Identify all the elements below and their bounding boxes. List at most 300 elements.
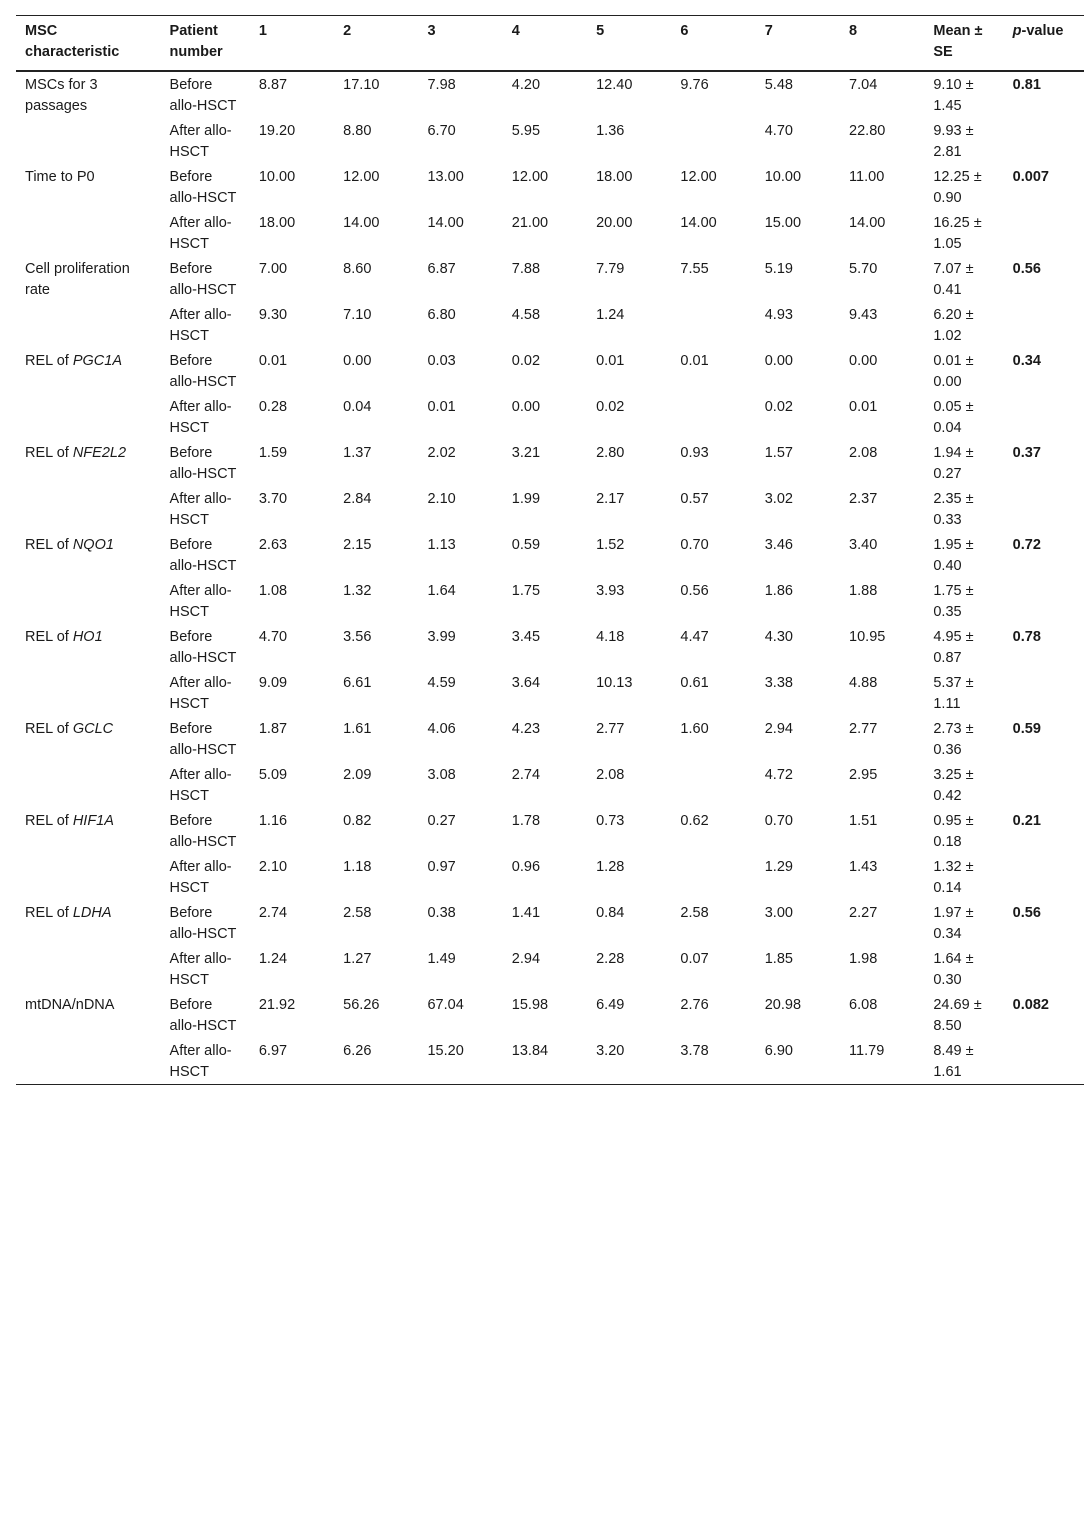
table-row-before: [16, 808, 1084, 854]
patient-value: 2.10: [258, 859, 288, 875]
patient-value: [671, 762, 755, 808]
patient-value: 12.00: [680, 169, 717, 185]
plus-minus-symbol: ±: [973, 997, 982, 1013]
patient-value: 0.73: [596, 813, 625, 829]
table-row-before: [16, 164, 1084, 210]
plus-minus-symbol: ±: [973, 169, 982, 185]
table-header: [16, 16, 1084, 72]
patient-value: 18.00: [258, 215, 296, 231]
patient-value: 12.00: [343, 169, 380, 185]
patient-value: 3.56: [343, 629, 372, 645]
gene-name: LDHA: [72, 905, 112, 921]
table-row-before: [16, 716, 1084, 762]
patient-value: 1.51: [849, 813, 878, 829]
gene-name: GCLC: [72, 721, 114, 737]
patient-value: 1.85: [764, 951, 793, 967]
table-row-after: [16, 670, 1084, 716]
plus-minus-symbol: ±: [973, 215, 982, 231]
patient-value: 2.84: [343, 491, 372, 507]
mean-se-cell: [924, 762, 1003, 808]
patient-value: 8.60: [343, 261, 372, 277]
mean-value: 3.25: [933, 767, 962, 783]
patient-value: 0.59: [511, 537, 541, 553]
patient-value: 2.27: [849, 905, 878, 921]
patient-value: 4.20: [511, 77, 541, 93]
patient-value: 1.98: [849, 951, 878, 967]
patient-value: 1.08: [258, 583, 288, 599]
header-col-7: 7: [764, 23, 773, 39]
patient-value: 5.95: [511, 123, 541, 139]
patient-value: 2.28: [596, 951, 625, 967]
mean-value: 5.37: [933, 675, 962, 691]
mean-se-cell: [924, 900, 1003, 946]
plus-minus-symbol: ±: [965, 905, 974, 921]
mean-se-cell: [924, 808, 1003, 854]
patient-value: 9.30: [258, 307, 288, 323]
characteristic-label: REL of: [25, 445, 69, 461]
patient-value: 0.38: [427, 905, 456, 921]
plus-minus-symbol: ±: [965, 859, 974, 875]
characteristic-label: MSCs for 3 passages: [25, 77, 98, 114]
timepoint-label: After allo-HSCT: [169, 583, 232, 620]
patient-value: 0.70: [680, 537, 709, 553]
patient-value: 12.00: [511, 169, 549, 185]
patient-value: [671, 854, 755, 900]
patient-value: 1.41: [511, 905, 541, 921]
plus-minus-symbol: ±: [965, 767, 974, 783]
mean-se-cell: [924, 71, 1003, 118]
p-value-cell: 0.21: [1012, 813, 1041, 829]
se-value: 0.87: [933, 650, 962, 666]
patient-value: 20.00: [596, 215, 633, 231]
table-row-after: [16, 762, 1084, 808]
patient-value: 1.28: [596, 859, 625, 875]
table-row-after: [16, 210, 1084, 256]
table-row-after: [16, 394, 1084, 440]
gene-name: NQO1: [72, 537, 114, 553]
patient-value: 7.55: [680, 261, 709, 277]
plus-minus-symbol: ±: [965, 491, 974, 507]
patient-value: 3.46: [764, 537, 793, 553]
patient-value: 1.57: [764, 445, 793, 461]
timepoint-label: After allo-HSCT: [169, 767, 232, 804]
patient-value: 2.74: [511, 767, 541, 783]
mean-value: 0.01: [933, 353, 962, 369]
patient-value: 0.62: [680, 813, 709, 829]
patient-value: 56.26: [343, 997, 380, 1013]
characteristic-label: REL of: [25, 353, 69, 369]
patient-value: 6.87: [427, 261, 456, 277]
timepoint-label: After allo-HSCT: [169, 859, 232, 896]
patient-value: 7.79: [596, 261, 625, 277]
gene-name: PGC1A: [72, 353, 122, 369]
patient-value: 4.59: [427, 675, 456, 691]
timepoint-label: Before allo-HSCT: [169, 169, 237, 206]
table-row-before: [16, 624, 1084, 670]
p-value-cell: 0.59: [1012, 721, 1041, 737]
patient-value: 1.13: [427, 537, 456, 553]
se-value: 0.36: [933, 742, 962, 758]
plus-minus-symbol: ±: [965, 629, 974, 645]
patient-value: 1.43: [849, 859, 878, 875]
timepoint-label: After allo-HSCT: [169, 951, 232, 988]
characteristic-cell: [16, 808, 161, 900]
patient-value: 0.82: [343, 813, 372, 829]
patient-value: 2.77: [849, 721, 878, 737]
timepoint-label: Before allo-HSCT: [169, 353, 237, 390]
mean-se-cell: [924, 716, 1003, 762]
table-row-after: [16, 946, 1084, 992]
patient-value: 13.00: [427, 169, 464, 185]
patient-value: 1.59: [258, 445, 288, 461]
mean-se-cell: [924, 210, 1003, 256]
patient-value: 0.28: [258, 399, 288, 415]
patient-value: 2.09: [343, 767, 372, 783]
patient-value: 2.77: [596, 721, 625, 737]
header-col-4: 4: [511, 23, 520, 39]
patient-value: 13.84: [511, 1043, 549, 1059]
p-value-cell: 0.34: [1012, 353, 1041, 369]
patient-value: 0.01: [596, 353, 625, 369]
timepoint-label: After allo-HSCT: [169, 307, 232, 344]
plus-minus-symbol: ±: [965, 261, 974, 277]
characteristic-label: REL of: [25, 905, 69, 921]
patient-value: 15.98: [511, 997, 549, 1013]
table-row-before: [16, 532, 1084, 578]
plus-minus-symbol: ±: [965, 813, 974, 829]
characteristic-cell: [16, 440, 161, 532]
patient-value: 6.90: [764, 1043, 793, 1059]
patient-value: 0.00: [511, 399, 541, 415]
characteristic-cell: [16, 164, 161, 256]
mean-value: 1.97: [933, 905, 962, 921]
patient-value: 5.09: [258, 767, 288, 783]
mean-se-cell: [924, 946, 1003, 992]
patient-value: 0.84: [596, 905, 625, 921]
p-value-cell: 0.082: [1012, 997, 1049, 1013]
patient-value: 18.00: [596, 169, 633, 185]
patient-value: 22.80: [849, 123, 886, 139]
se-value: 1.05: [933, 236, 962, 252]
plus-minus-symbol: ±: [965, 445, 974, 461]
mean-se-cell: [924, 670, 1003, 716]
se-value: 0.14: [933, 880, 962, 896]
characteristic-label: Cell proliferation rate: [25, 261, 130, 298]
patient-value: 14.00: [680, 215, 717, 231]
patient-value: 1.18: [343, 859, 372, 875]
patient-value: 3.93: [596, 583, 625, 599]
characteristic-label: REL of: [25, 813, 69, 829]
mean-value: 1.75: [933, 583, 962, 599]
patient-value: 7.00: [258, 261, 288, 277]
patient-value: 14.00: [427, 215, 464, 231]
characteristic-label: REL of: [25, 721, 69, 737]
patient-value: 4.58: [511, 307, 541, 323]
patient-value: 5.70: [849, 261, 878, 277]
patient-value: 1.61: [343, 721, 372, 737]
patient-value: 2.15: [343, 537, 372, 553]
plus-minus-symbol: ±: [965, 583, 974, 599]
patient-value: 4.47: [680, 629, 709, 645]
plus-minus-symbol: ±: [965, 77, 974, 93]
se-value: 0.42: [933, 788, 962, 804]
patient-value: 0.61: [680, 675, 709, 691]
se-value: 0.30: [933, 972, 962, 988]
patient-value: 1.78: [511, 813, 541, 829]
patient-value: 0.00: [849, 353, 878, 369]
se-value: 2.81: [933, 144, 962, 160]
patient-value: 4.72: [764, 767, 793, 783]
patient-value: 11.79: [849, 1043, 885, 1059]
mean-se-cell: [924, 854, 1003, 900]
header-col-8: 8: [849, 23, 858, 39]
mean-se-cell: [924, 440, 1003, 486]
patient-value: 0.02: [764, 399, 793, 415]
patient-value: 3.38: [764, 675, 793, 691]
header-col-1: 1: [258, 23, 267, 39]
patient-value: 6.97: [258, 1043, 288, 1059]
se-value: 1.02: [933, 328, 962, 344]
mean-se-cell: [924, 164, 1003, 210]
characteristic-cell: [16, 624, 161, 716]
patient-value: 1.24: [258, 951, 288, 967]
patient-value: 3.40: [849, 537, 878, 553]
patient-value: 21.92: [258, 997, 296, 1013]
patient-value: 8.80: [343, 123, 372, 139]
patient-value: 5.19: [764, 261, 793, 277]
patient-value: 1.32: [343, 583, 372, 599]
patient-value: 14.00: [849, 215, 886, 231]
patient-value: 0.00: [343, 353, 372, 369]
table-row-before: [16, 256, 1084, 302]
patient-value: 2.10: [427, 491, 456, 507]
patient-value: 9.09: [258, 675, 288, 691]
se-value: 0.18: [933, 834, 962, 850]
mean-value: 12.25: [933, 169, 970, 185]
se-value: 0.40: [933, 558, 962, 574]
plus-minus-symbol: ±: [965, 1043, 974, 1059]
patient-value: 2.80: [596, 445, 625, 461]
timepoint-label: Before allo-HSCT: [169, 813, 237, 850]
timepoint-label: Before allo-HSCT: [169, 77, 237, 114]
header-col-3: 3: [427, 23, 436, 39]
patient-value: 3.08: [427, 767, 456, 783]
table-row-after: [16, 118, 1084, 164]
patient-value: 0.01: [849, 399, 878, 415]
mean-se-cell: [924, 992, 1003, 1038]
table-row-before: [16, 440, 1084, 486]
mean-se-cell: [924, 394, 1003, 440]
gene-name: NFE2L2: [72, 445, 127, 461]
patient-value: 0.00: [764, 353, 793, 369]
p-value-cell: 0.56: [1012, 905, 1041, 921]
patient-value: 3.20: [596, 1043, 625, 1059]
patient-value: 2.08: [596, 767, 625, 783]
patient-value: 6.08: [849, 997, 878, 1013]
mean-se-cell: [924, 578, 1003, 624]
patient-value: 3.21: [511, 445, 541, 461]
characteristic-cell: [16, 348, 161, 440]
table-row-before: [16, 900, 1084, 946]
mean-value: 9.10: [933, 77, 962, 93]
patient-value: 7.98: [427, 77, 456, 93]
plus-minus-symbol: ±: [965, 537, 974, 553]
patient-value: 1.24: [596, 307, 625, 323]
patient-value: 19.20: [258, 123, 296, 139]
patient-value: 0.03: [427, 353, 456, 369]
timepoint-label: After allo-HSCT: [169, 215, 232, 252]
se-value: 1.45: [933, 98, 962, 114]
patient-value: 7.10: [343, 307, 372, 323]
timepoint-label: After allo-HSCT: [169, 1043, 232, 1080]
plus-minus-symbol: ±: [965, 721, 974, 737]
se-value: 8.50: [933, 1018, 962, 1034]
patient-value: 2.37: [849, 491, 878, 507]
header-msc-characteristic: MSC characteristic: [25, 23, 120, 60]
mean-se-cell: [924, 624, 1003, 670]
patient-value: 6.80: [427, 307, 456, 323]
msc-characteristics-table: [16, 15, 1084, 1085]
patient-value: 0.96: [511, 859, 541, 875]
characteristic-cell: [16, 900, 161, 992]
se-value: 0.35: [933, 604, 962, 620]
p-value-cell: 0.72: [1012, 537, 1041, 553]
table-body: [16, 71, 1084, 1085]
header-patient-number: Patient number: [169, 23, 223, 60]
se-value: 0.27: [933, 466, 962, 482]
timepoint-label: Before allo-HSCT: [169, 721, 237, 758]
characteristic-label: mtDNA/nDNA: [25, 997, 115, 1013]
mean-se-cell: [924, 486, 1003, 532]
patient-value: 2.58: [680, 905, 709, 921]
patient-value: 1.36: [596, 123, 625, 139]
patient-value: 2.08: [849, 445, 878, 461]
timepoint-label: Before allo-HSCT: [169, 905, 237, 942]
mean-value: 4.95: [933, 629, 962, 645]
se-value: 0.04: [933, 420, 962, 436]
patient-value: 6.26: [343, 1043, 372, 1059]
header-p-value: [1004, 16, 1084, 72]
patient-value: 1.29: [764, 859, 793, 875]
patient-value: [671, 118, 755, 164]
header-p-rest: -value: [1021, 23, 1064, 39]
patient-value: 4.18: [596, 629, 625, 645]
patient-value: 3.00: [764, 905, 793, 921]
patient-value: 7.04: [849, 77, 878, 93]
patient-value: 1.37: [343, 445, 372, 461]
mean-se-cell: [924, 1038, 1003, 1085]
patient-value: 4.06: [427, 721, 456, 737]
mean-value: 2.35: [933, 491, 962, 507]
se-value: 0.00: [933, 374, 962, 390]
patient-value: 2.17: [596, 491, 625, 507]
header-mean-se: Mean ± SE: [933, 23, 983, 60]
patient-value: 67.04: [427, 997, 464, 1013]
mean-value: 2.73: [933, 721, 962, 737]
patient-value: 0.07: [680, 951, 709, 967]
patient-value: 0.01: [680, 353, 709, 369]
patient-value: 2.94: [511, 951, 541, 967]
patient-value: 10.13: [596, 675, 633, 691]
header-col-5: 5: [596, 23, 605, 39]
header-p-italic: p: [1012, 23, 1022, 39]
patient-value: 10.95: [849, 629, 886, 645]
patient-value: 6.70: [427, 123, 456, 139]
patient-value: 2.76: [680, 997, 709, 1013]
patient-value: 0.93: [680, 445, 709, 461]
patient-value: 2.74: [258, 905, 288, 921]
patient-value: 3.64: [511, 675, 541, 691]
mean-value: 8.49: [933, 1043, 962, 1059]
patient-value: 1.86: [764, 583, 793, 599]
patient-value: 0.57: [680, 491, 709, 507]
patient-value: 4.88: [849, 675, 878, 691]
patient-value: 1.52: [596, 537, 625, 553]
patient-value: 0.02: [596, 399, 625, 415]
mean-se-cell: [924, 118, 1003, 164]
header-col-2: 2: [343, 23, 352, 39]
patient-value: 3.70: [258, 491, 288, 507]
patient-value: 1.64: [427, 583, 456, 599]
gene-name: HIF1A: [72, 813, 114, 829]
patient-value: 15.20: [427, 1043, 464, 1059]
patient-value: 1.27: [343, 951, 372, 967]
patient-value: 10.00: [764, 169, 802, 185]
plus-minus-symbol: ±: [965, 353, 974, 369]
header-col-6: 6: [680, 23, 689, 39]
patient-value: 4.70: [764, 123, 793, 139]
patient-value: 4.70: [258, 629, 288, 645]
patient-value: 3.78: [680, 1043, 709, 1059]
patient-value: 4.30: [764, 629, 793, 645]
patient-value: 0.97: [427, 859, 456, 875]
characteristic-label: REL of: [25, 537, 69, 553]
mean-value: 9.93: [933, 123, 962, 139]
patient-value: 3.02: [764, 491, 793, 507]
patient-value: 2.94: [764, 721, 793, 737]
patient-value: 4.93: [764, 307, 793, 323]
patient-value: 12.40: [596, 77, 633, 93]
patient-value: 1.49: [427, 951, 456, 967]
plus-minus-symbol: ±: [965, 123, 974, 139]
timepoint-label: Before allo-HSCT: [169, 261, 237, 298]
mean-se-cell: [924, 256, 1003, 302]
mean-value: 6.20: [933, 307, 962, 323]
mean-se-cell: [924, 532, 1003, 578]
plus-minus-symbol: ±: [965, 399, 974, 415]
timepoint-label: After allo-HSCT: [169, 399, 232, 436]
table-row-after: [16, 486, 1084, 532]
patient-value: 6.61: [343, 675, 372, 691]
p-value-cell: 0.007: [1012, 169, 1049, 185]
characteristic-cell: [16, 71, 161, 164]
table-row-after: [16, 578, 1084, 624]
timepoint-label: Before allo-HSCT: [169, 997, 237, 1034]
plus-minus-symbol: ±: [965, 951, 974, 967]
table-row-before: [16, 71, 1084, 118]
patient-value: 1.60: [680, 721, 709, 737]
characteristic-cell: [16, 256, 161, 348]
patient-value: 2.58: [343, 905, 372, 921]
patient-value: 9.43: [849, 307, 878, 323]
characteristic-cell: [16, 992, 161, 1085]
timepoint-label: After allo-HSCT: [169, 491, 232, 528]
patient-value: [671, 394, 755, 440]
patient-value: 15.00: [764, 215, 802, 231]
patient-value: 1.88: [849, 583, 878, 599]
table-row-after: [16, 854, 1084, 900]
patient-value: 7.88: [511, 261, 541, 277]
